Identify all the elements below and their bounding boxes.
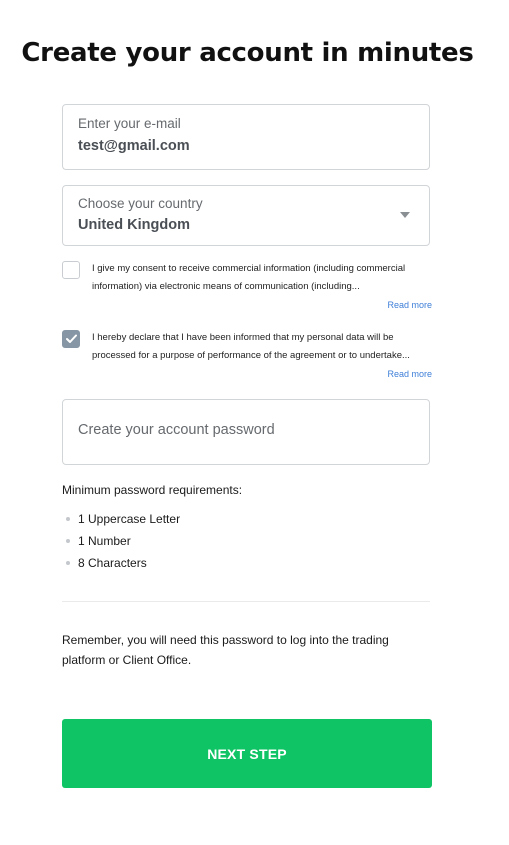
read-more-link[interactable]: Read more [387, 300, 432, 310]
consent-personal-data-checkbox[interactable] [62, 330, 80, 348]
bullet-icon [66, 561, 70, 565]
country-label: Choose your country [78, 196, 203, 211]
chevron-down-icon[interactable] [400, 212, 410, 218]
bullet-icon [66, 517, 70, 521]
page-title: Create your account in minutes [21, 38, 474, 68]
checkmark-icon [66, 334, 77, 344]
requirements-list [66, 510, 180, 576]
country-select[interactable] [62, 185, 430, 246]
divider [62, 601, 430, 602]
password-field[interactable] [62, 399, 430, 465]
requirement-item: 1 Number [66, 532, 180, 554]
requirement-item: 8 Characters [66, 554, 180, 576]
read-more-link[interactable]: Read more [387, 369, 432, 379]
next-step-button[interactable]: NEXT STEP [62, 719, 432, 788]
consent-commercial-text: I give my consent to receive commercial information (including commercial information) via electronic means of communication (including... [92, 263, 406, 292]
remember-note: Remember, you will need this password to log into the trading platform or Client Office. [62, 633, 389, 667]
email-value[interactable]: test@gmail.com [78, 138, 190, 154]
requirements-title: Minimum password requirements: [62, 483, 243, 497]
consent-commercial-checkbox[interactable] [62, 261, 80, 279]
country-value[interactable]: United Kingdom [78, 217, 190, 233]
email-field[interactable] [62, 104, 430, 170]
email-label: Enter your e-mail [78, 116, 181, 131]
consent-personal-data-text: I hereby declare that I have been informed that my personal data will be processed for a purpose of performance of the agreement or to undertake... [92, 332, 410, 361]
bullet-icon [66, 539, 70, 543]
password-placeholder: Create your account password [78, 422, 275, 438]
requirement-item: 1 Uppercase Letter [66, 510, 180, 532]
